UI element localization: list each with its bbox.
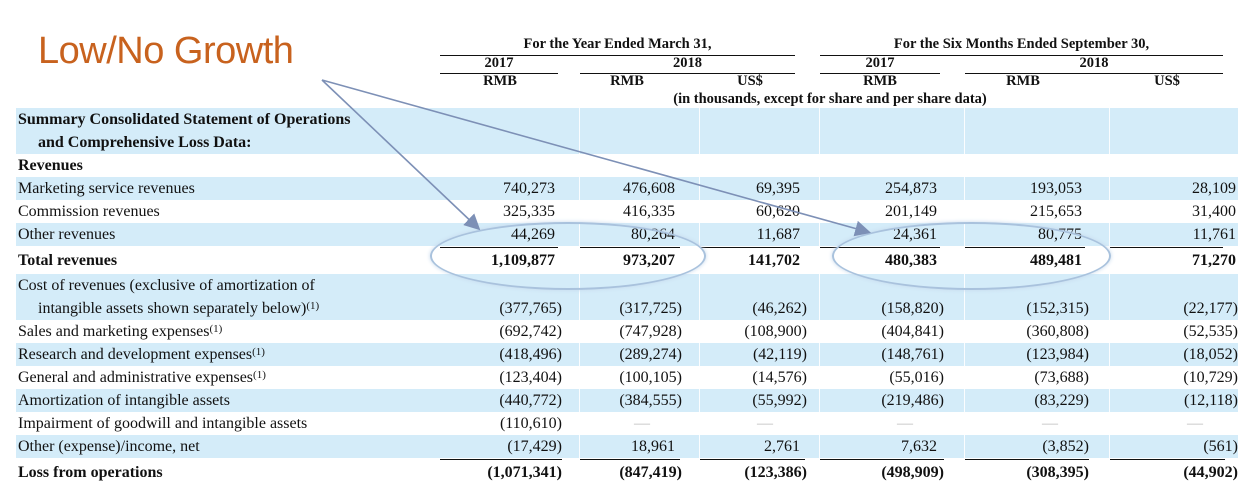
value-cell: 28,109 xyxy=(1192,180,1236,197)
row-label: Impairment of goodwill and intangible assets xyxy=(18,415,308,432)
value-cell: 18,961 xyxy=(631,438,675,455)
footnote-marker: (1) xyxy=(209,323,223,335)
value-cell: (73,688) xyxy=(1034,369,1089,386)
row-label: Loss from operations xyxy=(18,464,163,481)
value-cell: — xyxy=(897,415,913,432)
value-cell: — xyxy=(1187,415,1203,432)
value-cell: (847,419) xyxy=(619,464,682,481)
value-cell: (498,909) xyxy=(881,464,944,481)
value-cell: 69,395 xyxy=(756,180,800,197)
row-label: Marketing service revenues xyxy=(18,180,195,197)
footnote-marker: (1) xyxy=(306,300,320,312)
value-cell: 11,687 xyxy=(756,226,800,243)
value-cell: (123,386) xyxy=(744,464,807,481)
value-cell: — xyxy=(1042,415,1058,432)
value-cell: 1,109,877 xyxy=(491,252,555,269)
value-cell: (44,902) xyxy=(1183,464,1238,481)
value-cell: (289,274) xyxy=(619,346,682,363)
row-label-line1: Cost of revenues (exclusive of amortization of xyxy=(18,277,315,294)
value-cell: 60,620 xyxy=(756,203,800,220)
value-cell: — xyxy=(757,415,773,432)
header-currency-2: RMB xyxy=(610,73,644,89)
footnote-marker: (1) xyxy=(252,346,265,358)
value-cell: 141,702 xyxy=(748,252,800,269)
value-cell: 11,761 xyxy=(1192,226,1236,243)
row-label-text: Sales and marketing expenses xyxy=(18,323,210,340)
value-cell: (108,900) xyxy=(744,323,807,340)
value-cell: (83,229) xyxy=(1034,392,1089,409)
value-cell: 480,383 xyxy=(885,252,937,269)
value-cell: (123,404) xyxy=(499,369,562,386)
value-cell: (360,808) xyxy=(1026,323,1089,340)
value-cell: (12,118) xyxy=(1183,392,1238,409)
section-title-line2: and Comprehensive Loss Data: xyxy=(38,134,252,151)
header-year-2018a: 2018 xyxy=(673,55,702,71)
row-label: Amortization of intangible assets xyxy=(18,392,230,409)
value-cell: 476,608 xyxy=(623,180,675,197)
value-cell: — xyxy=(634,415,650,432)
header-currency-4: RMB xyxy=(863,73,897,89)
value-cell: (317,725) xyxy=(619,300,682,317)
value-cell: (148,761) xyxy=(881,346,944,363)
value-cell: (110,610) xyxy=(499,415,562,432)
header-year-group: For the Year Ended March 31, xyxy=(523,36,712,52)
value-cell: 215,653 xyxy=(1030,203,1082,220)
value-cell: (14,576) xyxy=(752,369,807,386)
value-cell: (404,841) xyxy=(881,323,944,340)
value-cell: 973,207 xyxy=(623,252,675,269)
value-cell: (1,071,341) xyxy=(487,464,562,481)
header-year-2017b: 2017 xyxy=(865,55,895,71)
value-cell: (152,315) xyxy=(1026,300,1089,317)
value-cell: (10,729) xyxy=(1183,369,1238,386)
value-cell: 254,873 xyxy=(885,180,937,197)
row-label: Total revenues xyxy=(18,252,118,269)
value-cell: (747,928) xyxy=(619,323,682,340)
row-label: Other (expense)/income, net xyxy=(18,438,200,455)
value-cell: (100,105) xyxy=(619,369,682,386)
footnote-marker: (1) xyxy=(253,369,266,381)
header-year-2018b: 2018 xyxy=(1079,55,1109,71)
value-cell: 201,149 xyxy=(885,203,937,220)
section-title-line1: Summary Consolidated Statement of Operations xyxy=(18,111,351,128)
value-cell: 7,632 xyxy=(901,438,937,455)
value-cell: (55,016) xyxy=(889,369,944,386)
value-cell: (3,852) xyxy=(1042,438,1089,455)
header-currency-5: RMB xyxy=(1006,73,1040,89)
value-cell: (22,177) xyxy=(1183,300,1238,317)
row-label-text: Research and development expenses xyxy=(18,346,253,363)
row-label: Commission revenues xyxy=(18,203,160,220)
value-cell: 2,761 xyxy=(764,438,800,455)
value-cell: (561) xyxy=(1203,438,1238,455)
value-cell: (384,555) xyxy=(619,392,682,409)
value-cell: (17,429) xyxy=(507,438,562,455)
header-six-month-group: For the Six Months Ended September 30, xyxy=(893,36,1150,52)
value-cell: (418,496) xyxy=(499,346,562,363)
header-currency-3: US$ xyxy=(737,73,763,89)
revenues-heading: Revenues xyxy=(18,157,83,174)
value-cell: (52,535) xyxy=(1183,323,1238,340)
value-cell: 740,273 xyxy=(503,180,555,197)
arrow-to-six-month xyxy=(322,80,868,232)
value-cell: (123,984) xyxy=(1026,346,1089,363)
value-cell: (440,772) xyxy=(499,392,562,409)
value-cell: 193,053 xyxy=(1030,180,1082,197)
value-cell: 489,481 xyxy=(1030,252,1082,269)
value-cell: 80,264 xyxy=(631,226,675,243)
value-cell: (692,742) xyxy=(499,323,562,340)
value-cell: (219,486) xyxy=(881,392,944,409)
value-cell: 24,361 xyxy=(893,226,937,243)
value-cell: 71,270 xyxy=(1192,252,1236,269)
annotation-title: Low/No Growth xyxy=(38,30,294,72)
value-cell: 80,775 xyxy=(1038,226,1082,243)
value-cell: (55,992) xyxy=(752,392,807,409)
value-cell: 416,335 xyxy=(623,203,675,220)
value-cell: 325,335 xyxy=(503,203,555,220)
header-currency-1: RMB xyxy=(483,73,517,89)
value-cell: (377,765) xyxy=(499,300,562,317)
header-unit-note: (in thousands, except for share and per share data) xyxy=(673,91,987,107)
value-cell: (158,820) xyxy=(881,300,944,317)
header-currency-6: US$ xyxy=(1154,73,1180,89)
row-label: Other revenues xyxy=(18,226,116,243)
value-cell: 44,269 xyxy=(511,226,555,243)
value-cell: (42,119) xyxy=(752,346,807,363)
value-cell: (46,262) xyxy=(752,300,807,317)
value-cell: (18,052) xyxy=(1183,346,1238,363)
value-cell: 31,400 xyxy=(1192,203,1236,220)
row-label-text: General and administrative expenses xyxy=(18,369,254,386)
value-cell: (308,395) xyxy=(1026,464,1089,481)
header-year-2017a: 2017 xyxy=(484,55,514,71)
row-label-text: intangible assets shown separately below) xyxy=(38,300,307,317)
